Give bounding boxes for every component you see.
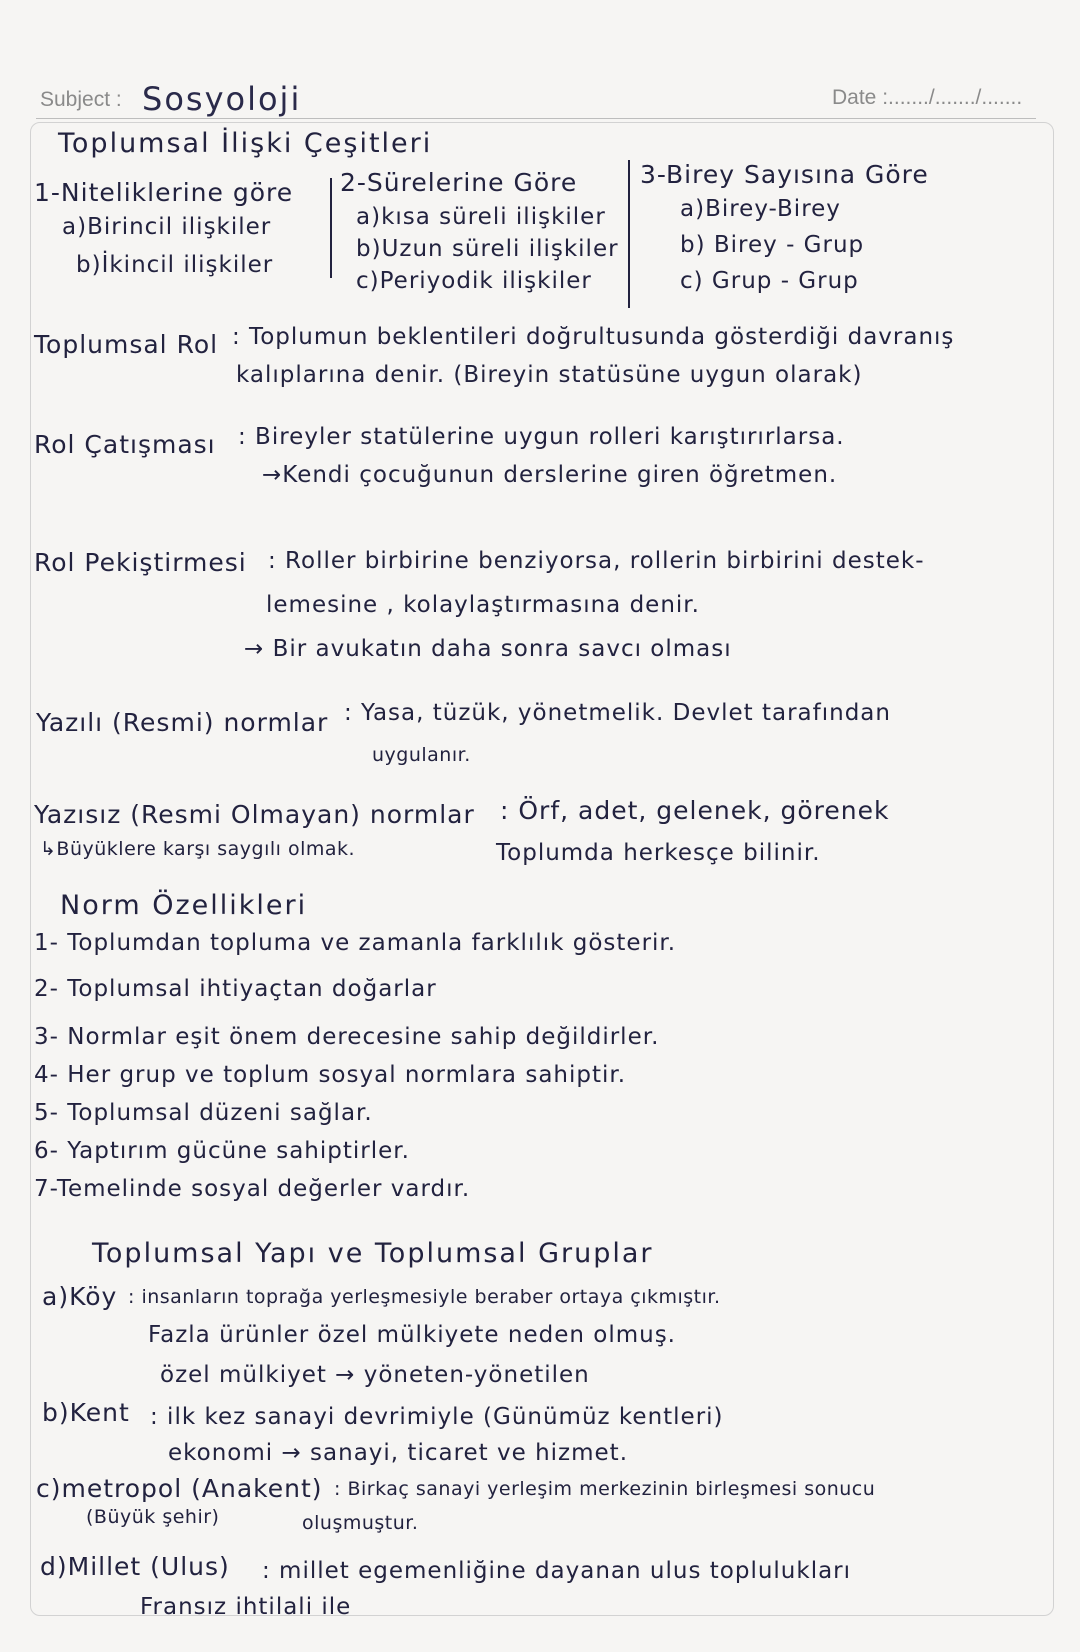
relations-col2-item: c)Periyodik ilişkiler <box>356 268 592 294</box>
relations-col1-heading: 1-Niteliklerine göre <box>34 178 294 207</box>
unwritten-line: Toplumda herkesçe bilinir. <box>496 840 821 866</box>
village-label: a)Köy <box>42 1282 118 1311</box>
norm-item: 7-Temelinde sosyal değerler vardır. <box>34 1176 471 1202</box>
conflict-line: : Bireyler statülerine uygun rolleri karıştırırlarsa. <box>238 424 845 450</box>
column-divider <box>330 178 332 278</box>
metro-line: : Birkaç sanayi yerleşim merkezinin birleşmesi sonucu <box>334 1478 876 1500</box>
nation-line: Fransız ihtilali ile <box>140 1594 352 1620</box>
unwritten-label: Yazısız (Resmi Olmayan) normlar <box>34 800 475 829</box>
norm-item: 1- Toplumdan topluma ve zamanla farklılık gösterir. <box>34 930 677 956</box>
norm-item: 6- Yaptırım gücüne sahiptirler. <box>34 1138 410 1164</box>
norms-title: Norm Özellikleri <box>60 890 308 921</box>
subject-value: Sosyoloji <box>142 80 302 118</box>
subject-label: Subject : <box>40 88 122 111</box>
structure-title: Toplumsal Yapı ve Toplumsal Gruplar <box>92 1238 654 1269</box>
city-line: : ilk kez sanayi devrimiyle (Günümüz kentleri) <box>150 1404 724 1430</box>
relations-col2-item: b)Uzun süreli ilişkiler <box>356 236 619 262</box>
reinforce-line: : Roller birbirine benziyorsa, rollerin birbirini destek- <box>268 548 925 574</box>
village-line: özel mülkiyet → yöneten-yönetilen <box>160 1362 590 1388</box>
role-line: : Toplumun beklentileri doğrultusunda gösterdiği davranış <box>232 324 955 350</box>
written-label: Yazılı (Resmi) normlar <box>36 708 329 737</box>
metro-note: (Büyük şehir) <box>86 1506 220 1528</box>
conflict-line: →Kendi çocuğunun derslerine giren öğretmen. <box>262 462 838 488</box>
relations-col1-item: a)Birincil ilişkiler <box>62 214 272 240</box>
city-line: ekonomi → sanayi, ticaret ve hizmet. <box>168 1440 629 1466</box>
nation-label: d)Millet (Ulus) <box>40 1552 230 1581</box>
written-line: : Yasa, tüzük, yönetmelik. Devlet tarafından <box>344 700 891 726</box>
header-rule <box>36 118 1036 119</box>
norm-item: 2- Toplumsal ihtiyaçtan doğarlar <box>34 976 437 1002</box>
relations-col3-item: a)Birey-Birey <box>680 196 841 222</box>
norm-item: 4- Her grup ve toplum sosyal normlara sahiptir. <box>34 1062 627 1088</box>
village-line: Fazla ürünler özel mülkiyete neden olmuş. <box>148 1322 676 1348</box>
column-divider <box>628 160 630 308</box>
relations-title: Toplumsal İlişki Çeşitleri <box>58 128 433 159</box>
date-label: Date :......./......./....... <box>832 86 1023 109</box>
relations-col3-item: b) Birey - Grup <box>680 232 865 258</box>
village-line: : insanların toprağa yerleşmesiyle beraber ortaya çıkmıştır. <box>128 1286 721 1308</box>
city-label: b)Kent <box>42 1398 130 1427</box>
role-line: kalıplarına denir. (Bireyin statüsüne uygun olarak) <box>236 362 863 388</box>
relations-col3-heading: 3-Birey Sayısına Göre <box>640 160 929 189</box>
nation-line: : millet egemenliğine dayanan ulus toplulukları <box>262 1558 852 1584</box>
role-label: Toplumsal Rol <box>34 330 219 359</box>
relations-col2-item: a)kısa süreli ilişkiler <box>356 204 606 230</box>
metro-line: oluşmuştur. <box>302 1512 419 1534</box>
unwritten-line: ↳Büyüklere karşı saygılı olmak. <box>40 838 356 860</box>
norm-item: 5- Toplumsal düzeni sağlar. <box>34 1100 373 1126</box>
relations-col2-heading: 2-Sürelerine Göre <box>340 168 578 197</box>
conflict-label: Rol Çatışması <box>34 430 216 459</box>
relations-col1-item: b)İkincil ilişkiler <box>76 252 274 278</box>
metro-label: c)metropol (Anakent) <box>36 1474 323 1503</box>
written-line: uygulanır. <box>372 744 471 766</box>
norm-item: 3- Normlar eşit önem derecesine sahip değildirler. <box>34 1024 660 1050</box>
unwritten-line: : Örf, adet, gelenek, görenek <box>500 796 890 825</box>
reinforce-line: lemesine , kolaylaştırmasına denir. <box>266 592 700 618</box>
reinforce-label: Rol Pekiştirmesi <box>34 548 247 577</box>
reinforce-line: → Bir avukatın daha sonra savcı olması <box>244 636 732 662</box>
relations-col3-item: c) Grup - Grup <box>680 268 859 294</box>
